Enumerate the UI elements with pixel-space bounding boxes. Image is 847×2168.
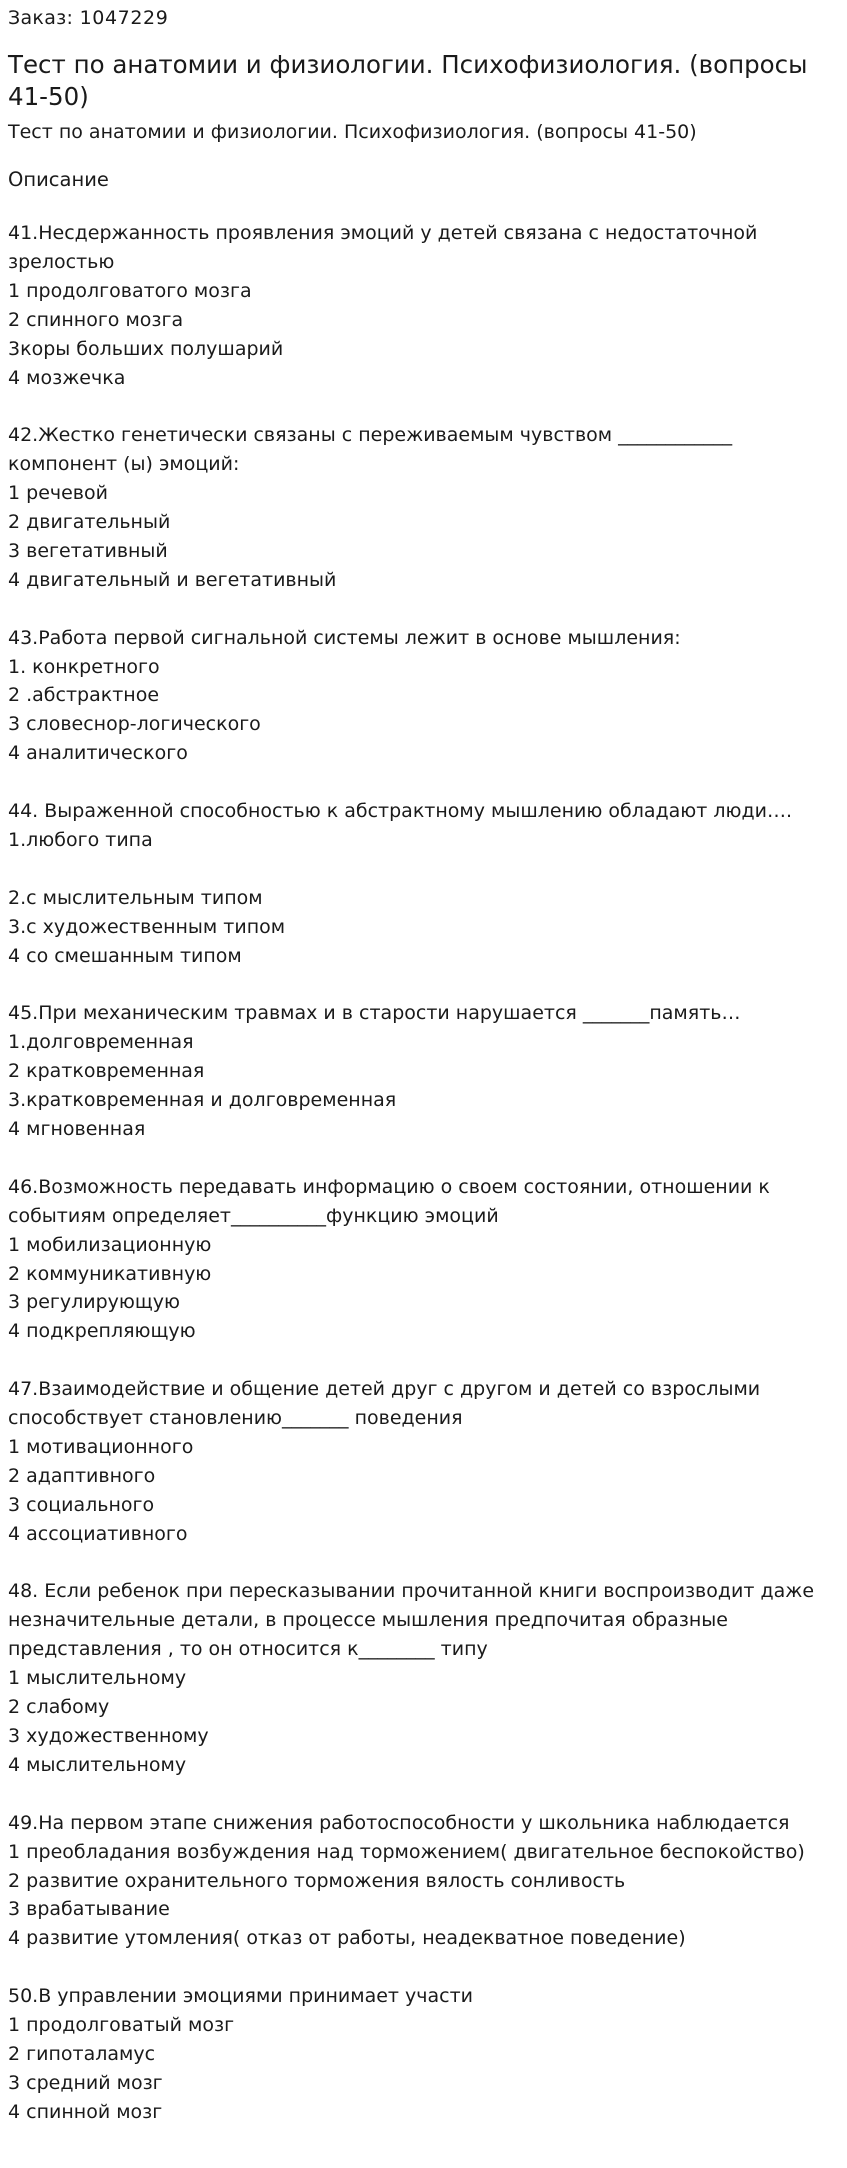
question-block xyxy=(8,1375,839,1548)
question-line: 1 мобилизационную xyxy=(8,1233,212,1256)
question-line: 1.долговременная xyxy=(8,1031,194,1054)
question-line: 4 двигательный и вегетативный xyxy=(8,568,337,591)
question-text: 45.При механическим травмах и в старости нарушается _______память… xyxy=(8,1002,741,1025)
question-line: 3.кратковременная и долговременная xyxy=(8,1089,397,1112)
question-line: 1 речевой xyxy=(8,482,108,505)
question-line: 3 социального xyxy=(8,1493,155,1516)
question-line: 4 мгновенная xyxy=(8,1118,146,1141)
question-line: 2 адаптивного xyxy=(8,1464,156,1487)
question-line: 1 продолговатого мозга xyxy=(8,279,252,302)
question-block xyxy=(8,999,839,1144)
question-line: событиям определяет__________функцию эмоций xyxy=(8,1204,499,1227)
question-block xyxy=(8,797,839,970)
question-text: 49.На первом этапе снижения работоспособности у школьника наблюдается xyxy=(8,1811,790,1834)
question-text: 43.Работа первой сигнальной системы лежит в основе мышления: xyxy=(8,626,681,649)
question-line: 3 регулирующую xyxy=(8,1291,181,1314)
question-block xyxy=(8,1577,839,1779)
question-line: зрелостью xyxy=(8,250,115,273)
document-page xyxy=(0,4,839,2127)
question-line: 1 преобладания возбуждения над торможением( двигательное беспокойство) xyxy=(8,1840,805,1863)
question-line: 3 художественному xyxy=(8,1725,209,1747)
question-line: 2 .абстрактное xyxy=(8,684,160,707)
question-block xyxy=(8,1982,839,2127)
question-text: 48. Если ребенок при пересказывании прочитанной книги воспроизводит даже xyxy=(8,1580,815,1603)
question-line: представления , то он относится к________ типу xyxy=(8,1638,488,1661)
question-block xyxy=(8,1173,839,1346)
question-line: 4 мозжечка xyxy=(8,366,126,389)
question-line: незначительные детали, в процессе мышления предпочитая образные xyxy=(8,1609,728,1632)
question-line: 4 аналитического xyxy=(8,742,188,765)
question-line: 2 коммуникативную xyxy=(8,1262,212,1285)
question-line: способствует становлению_______ поведения xyxy=(8,1407,463,1430)
blank-line xyxy=(8,855,839,884)
order-label: Заказ: xyxy=(8,7,74,29)
question-line: 2 кратковременная xyxy=(8,1060,205,1083)
question-text: 47.Взаимодействие и общение детей друг с другом и детей со взрослыми xyxy=(8,1378,761,1401)
question-line: 3 врабатывание xyxy=(8,1898,170,1921)
question-line: 4 подкрепляющую xyxy=(8,1320,196,1343)
question-line: 4 мыслительному xyxy=(8,1753,187,1776)
question-text: 44. Выраженной способностью к абстрактному мышлению обладают люди…. xyxy=(8,800,793,823)
question-text: 50.В управлении эмоциями принимает участи xyxy=(8,1985,474,2008)
question-line: 2 спинного мозга xyxy=(8,308,184,331)
question-text: 46.Возможность передавать информацию о своем состоянии, отношении к xyxy=(8,1175,770,1198)
question-line: 1 продолговатый мозг xyxy=(8,2014,235,2037)
question-line: 1 мыслительному xyxy=(8,1667,187,1690)
question-line: 1. конкретного xyxy=(8,655,160,678)
question-line: 4 спинной мозг xyxy=(8,2100,163,2123)
description-label: Описание xyxy=(8,168,109,191)
page-title: Тест по анатомии и физиологии. Психофизиология. (вопросы 41-50) xyxy=(8,50,808,111)
question-line: 3 средний мозг xyxy=(8,2071,163,2094)
question-text: 42.Жестко генетически связаны с переживаемым чувством ____________ xyxy=(8,424,733,447)
question-block xyxy=(8,421,839,594)
question-block xyxy=(8,1809,839,1954)
question-line: 3 словеснор-логического xyxy=(8,713,261,736)
question-block xyxy=(8,219,839,392)
question-line: 3 вегетативный xyxy=(8,539,168,562)
question-line: 3.с художественным типом xyxy=(8,915,286,938)
question-line: 4 ассоциативного xyxy=(8,1522,188,1545)
question-line: 2 гипоталамус xyxy=(8,2042,156,2065)
order-number: 1047229 xyxy=(79,7,169,29)
question-line: компонент (ы) эмоций: xyxy=(8,453,240,476)
question-line: 4 развитие утомления( отказ от работы, неадекватное поведение) xyxy=(8,1927,686,1950)
question-line: 4 со смешанным типом xyxy=(8,944,242,967)
page-subtitle: Тест по анатомии и физиологии. Психофизиология. (вопросы 41-50) xyxy=(8,121,697,143)
question-line: 2 двигательный xyxy=(8,511,171,534)
question-text: 41.Несдержанность проявления эмоций у детей связана с недостаточной xyxy=(8,222,758,244)
questions-list xyxy=(8,219,839,2127)
question-line: 1 мотивационного xyxy=(8,1435,194,1458)
order-line xyxy=(8,4,839,33)
question-line: 2.с мыслительным типом xyxy=(8,886,263,909)
question-block xyxy=(8,624,839,769)
question-line: 3коры больших полушарий xyxy=(8,337,284,360)
question-line: 2 слабому xyxy=(8,1696,110,1719)
question-line: 2 развитие охранительного торможения вялость сонливость xyxy=(8,1869,626,1892)
question-line: 1.любого типа xyxy=(8,828,153,851)
